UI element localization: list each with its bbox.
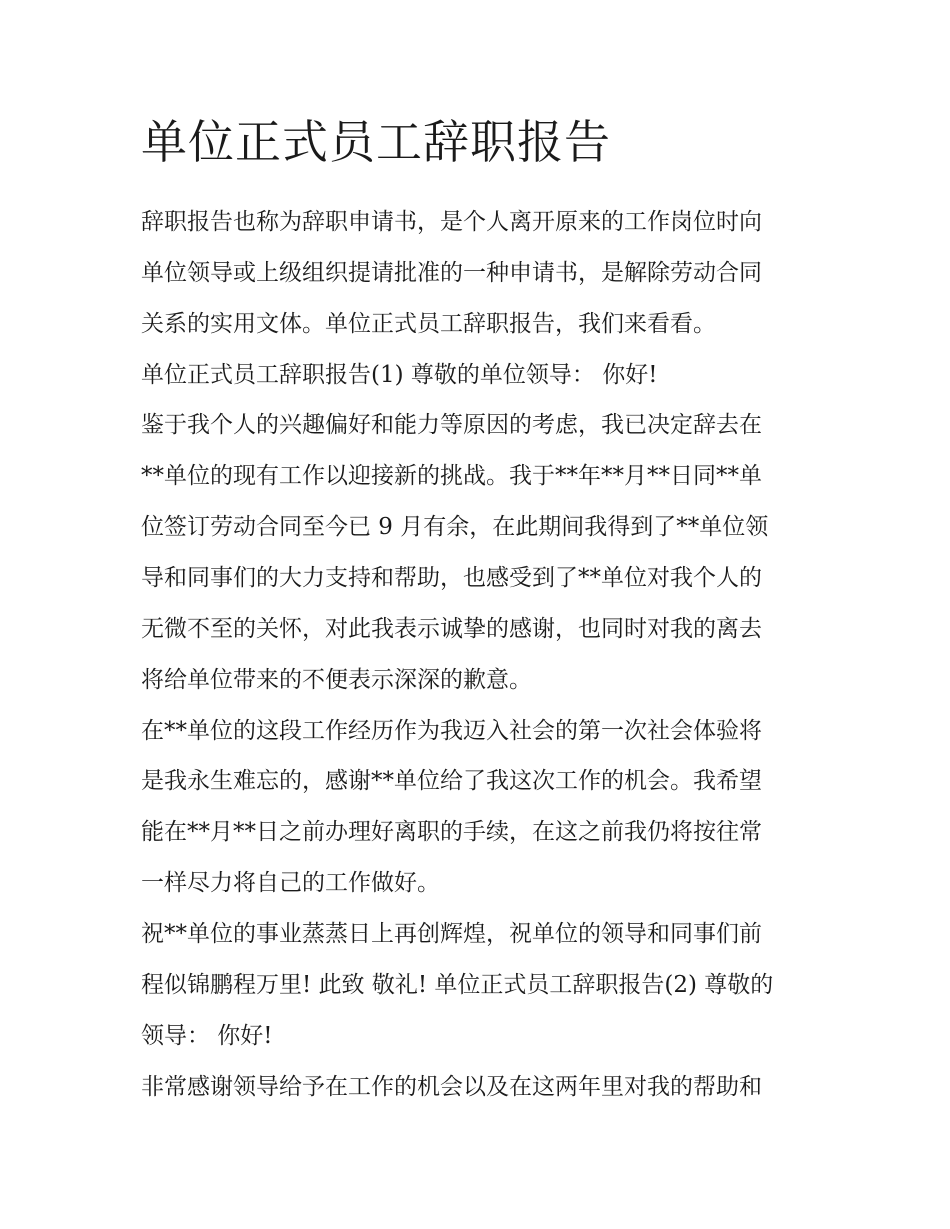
text-line: **单位的现有工作以迎接新的挑战。我于**年**月**日同**单: [141, 463, 762, 489]
text-line: 单位正式员工辞职报告(1) 尊敬的单位领导： 你好!: [141, 362, 658, 388]
text-line: 将给单位带来的不便表示深深的歉意。: [141, 667, 532, 693]
text-line: 在**单位的这段工作经历作为我迈入社会的第一次社会体验将: [141, 718, 762, 744]
text-line: 程似锦鹏程万里! 此致 敬礼! 单位正式员工辞职报告(2) 尊敬的: [141, 972, 774, 998]
text-line: 关系的实用文体。单位正式员工辞职报告，我们来看看。: [141, 311, 716, 337]
text-line: 能在**月**日之前办理好离职的手续，在这之前我仍将按往常: [141, 819, 762, 845]
text-line: 导和同事们的大力支持和帮助，也感受到了**单位对我个人的: [141, 565, 762, 591]
text-line: 是我永生难忘的，感谢**单位给了我这次工作的机会。我希望: [141, 768, 762, 794]
text-line: 单位领导或上级组织提请批准的一种申请书，是解除劳动合同: [141, 260, 762, 286]
text-line: 无微不至的关怀，对此我表示诚挚的感谢，也同时对我的离去: [141, 616, 762, 642]
text-line: 领导： 你好!: [141, 1023, 273, 1049]
text-line: 一样尽力将自己的工作做好。: [141, 870, 440, 896]
text-line: 祝**单位的事业蒸蒸日上再创辉煌，祝单位的领导和同事们前: [141, 921, 762, 947]
document-title: 单位正式员工辞职报告: [141, 115, 611, 169]
text-line: 辞职报告也称为辞职申请书，是个人离开原来的工作岗位时向: [141, 209, 762, 235]
text-line: 鉴于我个人的兴趣偏好和能力等原因的考虑，我已决定辞去在: [141, 412, 762, 438]
text-line: 位签订劳动合同至今已 9 月有余，在此期间我得到了**单位领: [141, 514, 769, 540]
text-line: 非常感谢领导给予在工作的机会以及在这两年里对我的帮助和: [141, 1074, 762, 1100]
